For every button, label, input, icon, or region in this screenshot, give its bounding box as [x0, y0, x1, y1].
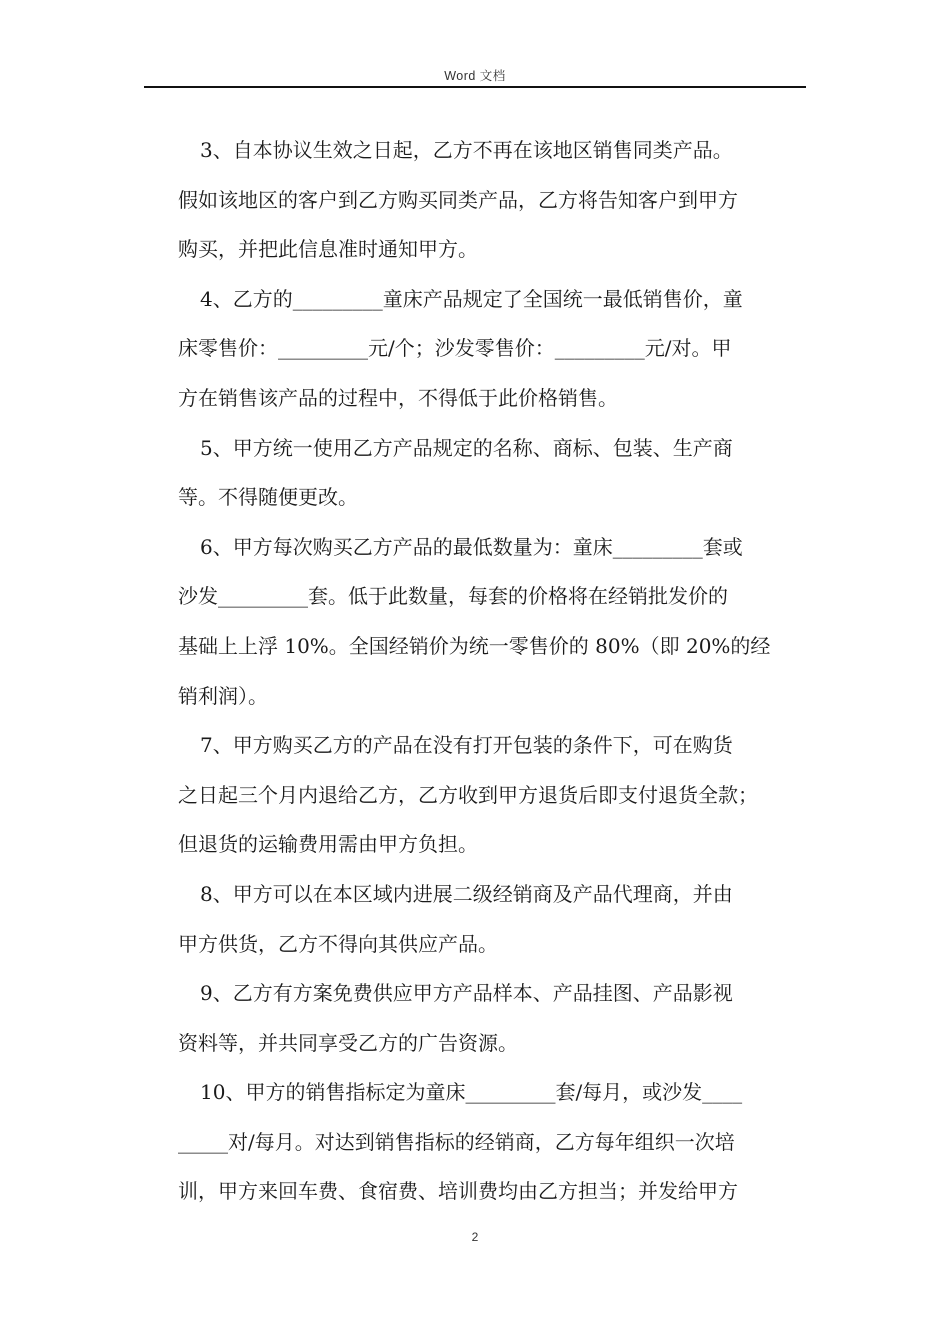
page-number: 2: [471, 1230, 479, 1244]
text-line: 10、甲方的销售指标定为童床_________套/每月，或沙发____: [200, 1080, 743, 1105]
text-line: 购买，并把此信息准时通知甲方。: [178, 237, 478, 262]
text-line: 6、甲方每次购买乙方产品的最低数量为：童床_________套或: [200, 534, 743, 559]
text-line: 假如该地区的客户到乙方购买同类产品，乙方将告知客户到甲方: [178, 187, 738, 212]
text-line: 销利润）。: [178, 683, 268, 708]
text-line: 沙发_________套。低于此数量，每套的价格将在经销批发价的: [178, 584, 728, 609]
document-body: [178, 130, 808, 1221]
text-line: 7、甲方购买乙方的产品在没有打开包装的条件下，可在购货: [200, 733, 733, 758]
text-line: 3、自本协议生效之日起，乙方不再在该地区销售同类产品。: [200, 138, 733, 162]
text-line: _____对/每月。对达到销售指标的经销商，乙方每年组织一次培: [178, 1129, 735, 1154]
text-line: 但退货的运输费用需由甲方负担。: [178, 832, 478, 857]
text-line: 训，甲方来回车费、食宿费、培训费均由乙方担当；并发给甲方: [178, 1179, 738, 1204]
text-line: 甲方供货，乙方不得向其供应产品。: [178, 931, 498, 956]
text-line: 5、甲方统一使用乙方产品规定的名称、商标、包装、生产商: [200, 435, 733, 460]
text-line: 方在销售该产品的过程中，不得低于此价格销售。: [178, 385, 618, 410]
text-line: 8、甲方可以在本区域内进展二级经销商及产品代理商，并由: [200, 881, 733, 906]
text-line: 床零售价：_________元/个；沙发零售价：_________元/对。甲: [178, 336, 732, 361]
text-line: 基础上上浮 10%。全国经销价为统一零售价的 80%（即 20%的经: [178, 633, 771, 658]
text-line: 9、乙方有方案免费供应甲方产品样本、产品挂图、产品影视: [200, 981, 733, 1006]
header-rule: [144, 86, 806, 88]
text-line: 等。不得随便更改。: [178, 485, 358, 510]
text-line: 之日起三个月内退给乙方，乙方收到甲方退货后即支付退货全款；: [178, 782, 758, 807]
text-line: 资料等，并共同享受乙方的广告资源。: [178, 1030, 518, 1055]
header-title: Word 文档: [444, 69, 506, 83]
text-line: 4、乙方的_________童床产品规定了全国统一最低销售价，童: [200, 286, 743, 311]
